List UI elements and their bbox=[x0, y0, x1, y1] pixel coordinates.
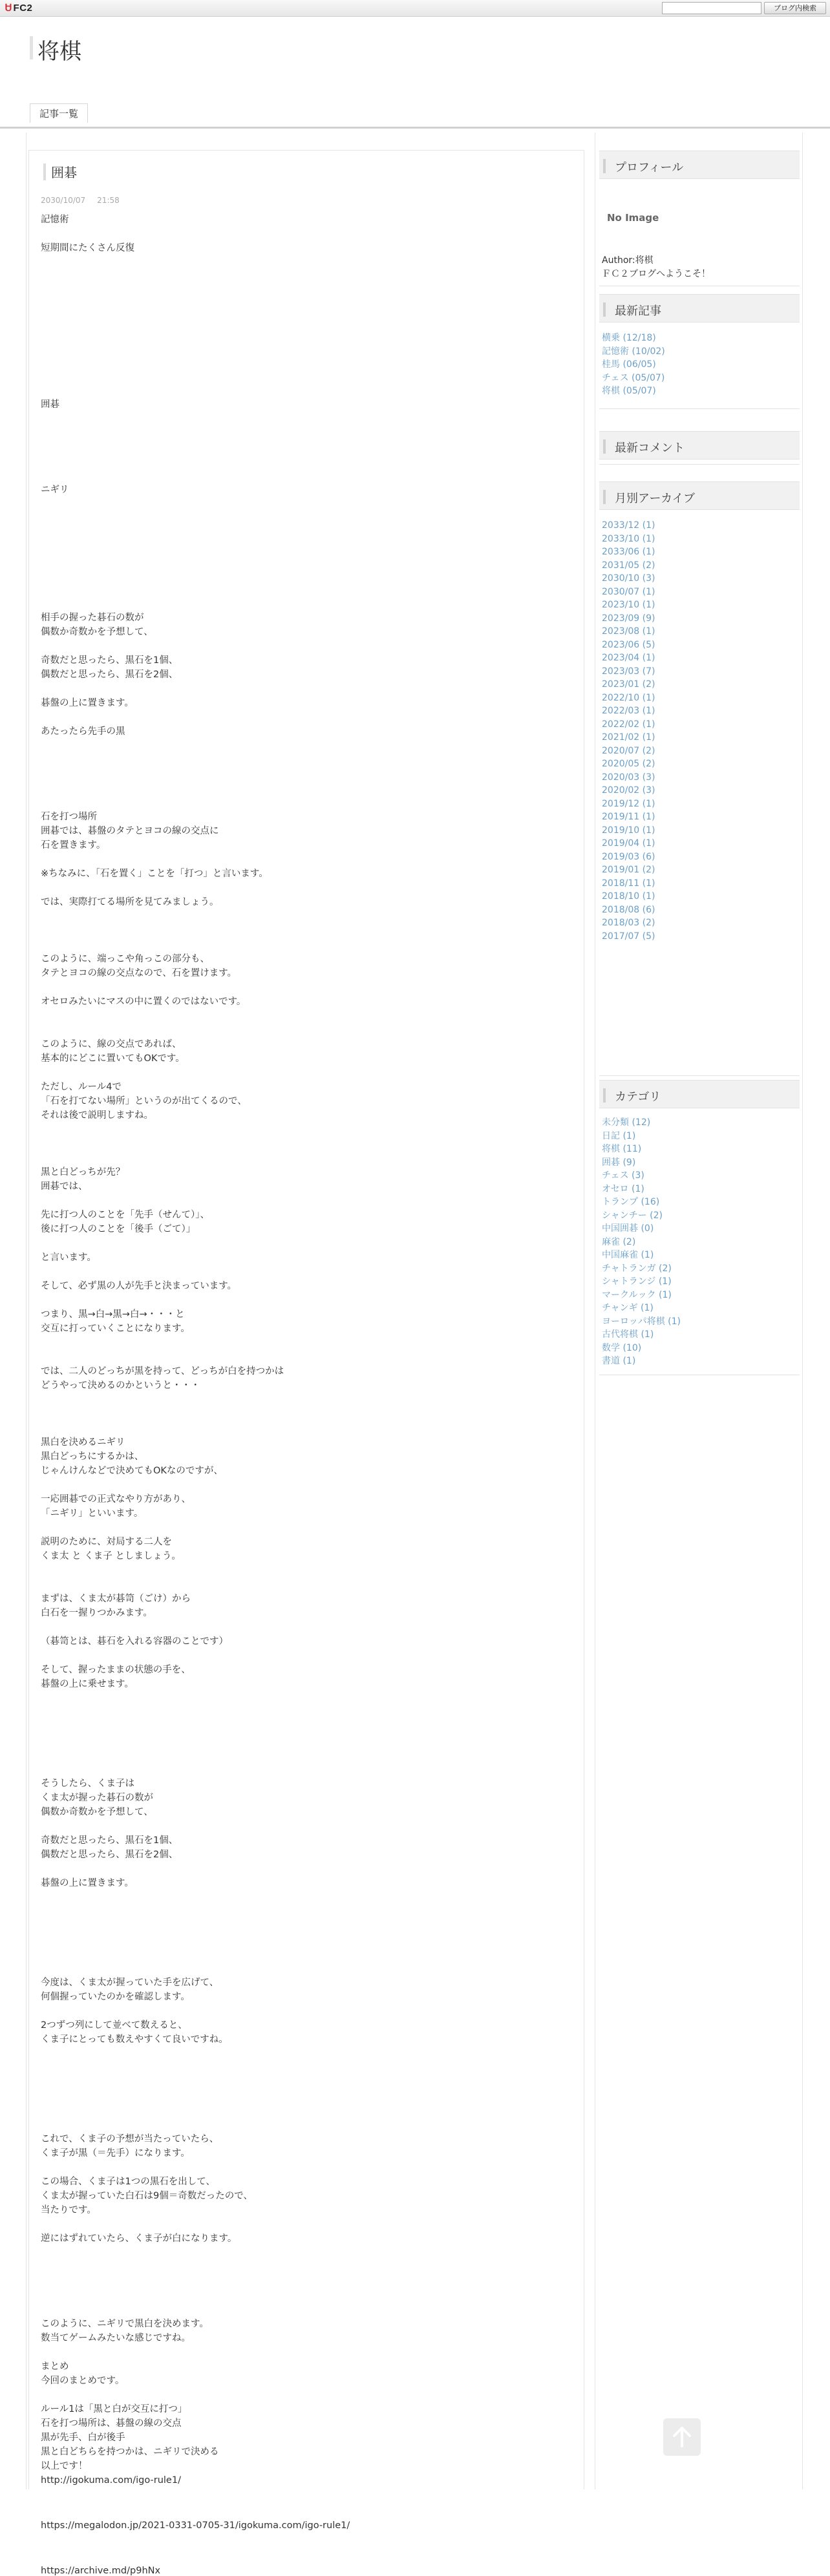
category-link[interactable]: 将棋 (11) bbox=[602, 1144, 642, 1154]
archive-month-link[interactable]: 2018/11 (1) bbox=[602, 878, 655, 889]
entry-body-line bbox=[41, 2260, 571, 2274]
category-link[interactable]: 囲碁 (9) bbox=[602, 1157, 636, 1168]
entry-body-line: 数当てゲームみたいな感じですね。 bbox=[41, 2333, 191, 2343]
category-link[interactable]: チェス (3) bbox=[602, 1170, 644, 1181]
title-accent-bar bbox=[30, 36, 33, 59]
archive-month-link[interactable]: 2023/03 (7) bbox=[602, 666, 655, 677]
entry-body-line bbox=[41, 440, 571, 454]
archive-month-link[interactable]: 2023/06 (5) bbox=[602, 639, 655, 650]
entry-body-line bbox=[41, 497, 571, 511]
entry-body-line: あたったら先手の黒 bbox=[41, 726, 125, 737]
archives-heading-text: 月別アーカイブ bbox=[615, 492, 696, 505]
entry-body-line bbox=[41, 326, 571, 341]
entry-body-line: ルール1は「黒と白が交互に打つ」 bbox=[41, 2404, 187, 2414]
categories-list bbox=[602, 1116, 796, 1368]
back-to-top-button[interactable] bbox=[663, 2418, 701, 2456]
entry-body-line bbox=[41, 1563, 571, 1578]
archive-month-link[interactable]: 2019/03 (6) bbox=[602, 851, 655, 862]
entry-body-line: 偶数だと思ったら、黒石を2個、 bbox=[41, 1850, 178, 1860]
entry-body-line bbox=[41, 383, 571, 397]
categories-widget-footer bbox=[599, 1370, 800, 1375]
archive-month-link[interactable]: 2019/12 (1) bbox=[602, 798, 655, 809]
entry-body-line bbox=[41, 2160, 571, 2175]
category-link[interactable]: 中国麻雀 (1) bbox=[602, 1250, 654, 1260]
category-link[interactable]: マークルック (1) bbox=[602, 1289, 672, 1300]
entry-link-megalodon[interactable]: https://megalodon.jp/2021-0331-0705-31/igokuma.com/igo-rule1/ bbox=[41, 2520, 350, 2531]
entry-body-line: 碁盤の上に乗せます。 bbox=[41, 1679, 134, 1689]
profile-heading-text: プロフィール bbox=[615, 161, 684, 174]
entry-body-line bbox=[41, 341, 571, 355]
entry-body-line: 今度は、くま太が握っていた手を広げて、 bbox=[41, 1978, 219, 1988]
entry-body-line: 以上です！ bbox=[41, 2461, 88, 2471]
entry-body-line bbox=[41, 1393, 571, 1407]
entry-body-line bbox=[41, 1961, 571, 1976]
entry-body-line: 石を打つ場所は、碁盤の線の交点 bbox=[41, 2418, 182, 2429]
archive-month-link[interactable]: 2019/04 (1) bbox=[602, 838, 655, 849]
archive-month-link[interactable]: 2020/05 (2) bbox=[602, 759, 655, 769]
sidebar bbox=[595, 132, 803, 2489]
entry-body-line bbox=[41, 2246, 571, 2260]
entry-body-line bbox=[41, 781, 571, 796]
entry-body-line: くま太 と くま子 としましょう。 bbox=[41, 1551, 181, 1561]
entry-body-line bbox=[41, 2303, 571, 2317]
entry-body-line bbox=[41, 1137, 571, 1151]
entry-body-line: くま子が黒（＝先手）になります。 bbox=[41, 2148, 190, 2159]
entry-body-line bbox=[41, 767, 571, 781]
recent-post-link[interactable]: 桂馬 (06/05) bbox=[602, 359, 656, 370]
entry-body-line bbox=[41, 1819, 571, 1833]
entry-body-line: ※ちなみに、「石を置く」ことを「打つ」と言います。 bbox=[41, 869, 268, 879]
entry-time-text: 21:58 bbox=[97, 196, 120, 205]
recent-posts-widget-heading bbox=[599, 294, 800, 322]
entry-body-line bbox=[41, 852, 571, 867]
entry-body-line bbox=[41, 469, 571, 483]
entry-body-line bbox=[41, 881, 571, 895]
entry-body-line: 碁盤の上に置きます。 bbox=[41, 698, 134, 708]
category-link[interactable]: 日記 (1) bbox=[602, 1130, 636, 1141]
entry-body-line: 偶数か奇数かを予想して、 bbox=[41, 627, 153, 637]
entry-body-line bbox=[41, 596, 571, 611]
entry-body-line bbox=[41, 540, 571, 554]
recent-post-link[interactable]: 記憶術 (10/02) bbox=[602, 346, 665, 357]
entry-body-line: 後に打つ人のことを「後手（ごて）」 bbox=[41, 1224, 196, 1234]
entry-body-line: 今回のまとめです。 bbox=[41, 2376, 125, 2386]
archive-month-link[interactable]: 2030/07 (1) bbox=[602, 586, 655, 597]
entry-body-line: 囲碁では、碁盤のタテとヨコの線の交点に bbox=[41, 826, 219, 836]
entry-body-line bbox=[41, 1734, 571, 1748]
entry-body-line bbox=[41, 1236, 571, 1251]
category-link[interactable]: 麻雀 (2) bbox=[602, 1236, 636, 1247]
entry-body-line: オセロみたいにマスの中に置くのではないです。 bbox=[41, 997, 246, 1007]
entry-body-line bbox=[41, 1947, 571, 1961]
recent-post-link[interactable]: チェス (05/07) bbox=[602, 372, 665, 383]
entry-body-line bbox=[41, 525, 571, 540]
profile-welcome: ＦＣ２ブログへようこそ！ bbox=[602, 269, 710, 279]
category-link[interactable]: 書道 (1) bbox=[602, 1356, 636, 1366]
archives-list bbox=[602, 519, 796, 943]
entry-body-line bbox=[41, 1905, 571, 1919]
entry-body-line bbox=[41, 1720, 571, 1734]
archive-month-link[interactable]: 2020/07 (2) bbox=[602, 745, 655, 756]
entry-body-line: このように、端っこや角っこの部分も、 bbox=[41, 954, 209, 964]
entry-body-line: 黒白どっちにするかは、 bbox=[41, 1452, 144, 1462]
entry-body-line: 「石を打てない場所」というのが出てくるので、 bbox=[41, 1096, 247, 1106]
entry-body-line: 説明のために、対局する二人を bbox=[41, 1537, 172, 1547]
entry-body-line: つまり、黒→白→黒→白→・・・と bbox=[41, 1309, 185, 1320]
entry-body-line bbox=[41, 412, 571, 426]
entry-body bbox=[41, 213, 571, 2473]
entry-body-line bbox=[41, 1265, 571, 1279]
archive-month-link[interactable]: 2023/10 (1) bbox=[602, 600, 655, 610]
entry-body-line bbox=[41, 2089, 571, 2104]
entry-body-line: そして、握ったままの状態の手を、 bbox=[41, 1665, 191, 1675]
entry-body-line bbox=[41, 1023, 571, 1037]
entry-body-line: じゃんけんなどで決めてもOKなのですが、 bbox=[41, 1466, 223, 1476]
recent-posts-list bbox=[602, 332, 796, 398]
entry-body-line: この場合、くま子は1つの黒石を出して、 bbox=[41, 2177, 215, 2187]
recent-comments-heading-text: 最新コメント bbox=[615, 441, 685, 455]
archive-month-link[interactable]: 2019/11 (1) bbox=[602, 812, 655, 822]
entry-body-line bbox=[41, 2288, 571, 2303]
archive-month-link[interactable]: 2031/05 (2) bbox=[602, 560, 655, 571]
category-link[interactable]: チャンギ (1) bbox=[602, 1303, 654, 1313]
entry-body-line: 記憶術 bbox=[41, 215, 69, 225]
category-link[interactable]: シャンチー (2) bbox=[602, 1210, 663, 1221]
entry-body-line: （碁笥とは、碁石を入れる容器のことです） bbox=[41, 1636, 228, 1647]
entry-body-line bbox=[41, 1421, 571, 1435]
entry-body-line: では、二人のどっちが黒を持って、どっちが白を持つかは bbox=[41, 1366, 284, 1377]
entry-body-line bbox=[41, 1521, 571, 1535]
entry-body-line bbox=[41, 938, 571, 952]
entry-date bbox=[41, 196, 131, 205]
archive-month-link[interactable]: 2030/10 (3) bbox=[602, 573, 655, 584]
category-link[interactable]: シャトランジ (1) bbox=[602, 1276, 672, 1287]
entry-body-line bbox=[41, 1620, 571, 1634]
entry-body-line bbox=[41, 2075, 571, 2089]
entry-body-line bbox=[41, 1862, 571, 1876]
entry-title-accent-bar bbox=[43, 164, 46, 180]
profile-widget-footer bbox=[599, 281, 800, 286]
entry-body-line: 黒が先手、白が後手 bbox=[41, 2433, 125, 2443]
entry-body-line bbox=[41, 454, 571, 469]
entry-body-line bbox=[41, 909, 571, 924]
archive-month-link[interactable]: 2018/08 (6) bbox=[602, 904, 655, 915]
entry-body-line: 「ニギリ」といいます。 bbox=[41, 1508, 144, 1519]
entry-body-line bbox=[41, 312, 571, 326]
main-column bbox=[28, 150, 584, 2576]
entry-body-line bbox=[41, 568, 571, 582]
entry-body-line bbox=[41, 1293, 571, 1307]
entry-body-line bbox=[41, 924, 571, 938]
entry-body-line: 2つずつ列にして並べて数えると、 bbox=[41, 2020, 187, 2031]
entry-body-line bbox=[41, 710, 571, 724]
categories-heading-text: カテゴリ bbox=[615, 1090, 661, 1104]
entry-body-line: では、実際打てる場所を見てみましょう。 bbox=[41, 897, 219, 907]
recent-comments-widget-heading bbox=[599, 431, 800, 459]
entry-body-line bbox=[41, 1578, 571, 1592]
entry-body-line bbox=[41, 2217, 571, 2232]
entry-body-line: どうやって決めるのかというと・・・ bbox=[41, 1380, 200, 1391]
entry-body-line: くま子にとっても数えやすくて良いですね。 bbox=[41, 2034, 228, 2045]
entry-body-line bbox=[41, 1336, 571, 1350]
entry-body-line bbox=[41, 2004, 571, 2018]
entry-body-line bbox=[41, 1919, 571, 1933]
category-link[interactable]: ヨーロッパ将棋 (1) bbox=[602, 1316, 681, 1327]
entry-body-line: 何個握っていたのかを確認します。 bbox=[41, 1992, 190, 2002]
entry-body-line bbox=[41, 426, 571, 440]
entry-body-line bbox=[41, 227, 571, 241]
archive-month-link[interactable]: 2023/08 (1) bbox=[602, 626, 655, 637]
entry-body-line: ニギリ bbox=[41, 485, 69, 495]
entry-body-line bbox=[41, 511, 571, 525]
entry-body-line bbox=[41, 739, 571, 753]
category-link[interactable]: 未分類 (12) bbox=[602, 1117, 651, 1128]
entry-body-line bbox=[41, 1407, 571, 1421]
entry-body-line bbox=[41, 1705, 571, 1720]
archive-month-link[interactable]: 2023/04 (1) bbox=[602, 653, 655, 663]
archive-month-link[interactable]: 2033/12 (1) bbox=[602, 520, 655, 531]
entry-body-line bbox=[41, 796, 571, 810]
entry-body-line bbox=[41, 255, 571, 269]
entry-body-line: このように、ニギリで黒白を決めます。 bbox=[41, 2319, 209, 2329]
entry-body-line: そうしたら、くま子は bbox=[41, 1779, 134, 1789]
category-link[interactable]: トランプ (16) bbox=[602, 1197, 660, 1207]
entry-body-line bbox=[41, 639, 571, 653]
entry-link-igokuma[interactable]: http://igokuma.com/igo-rule1/ bbox=[41, 2475, 181, 2486]
entry-body-line bbox=[41, 355, 571, 369]
category-link[interactable]: チャトランガ (2) bbox=[602, 1263, 672, 1274]
entry-body-line: タテとヨコの線の交点なので、石を置けます。 bbox=[41, 968, 237, 978]
entry-body-line: くま太が握った碁石の数が bbox=[41, 1793, 153, 1803]
entry-body-line bbox=[41, 1123, 571, 1137]
archive-month-link[interactable]: 2023/09 (9) bbox=[602, 613, 655, 624]
entry-body-line: 囲碁 bbox=[41, 399, 59, 410]
fc2-logo-text: FC2 bbox=[13, 3, 33, 14]
entry-body-line: まとめ bbox=[41, 2361, 69, 2372]
entry-body-line: 一応囲碁での正式なやり方があり、 bbox=[41, 1494, 191, 1504]
entry-date-text: 2030/10/07 bbox=[41, 196, 86, 205]
entry-body-line bbox=[41, 2047, 571, 2061]
archive-month-link[interactable]: 2022/03 (1) bbox=[602, 706, 655, 716]
categories-widget-heading bbox=[599, 1080, 800, 1108]
entry-body-line bbox=[41, 1194, 571, 1208]
entry-body-line: 先に打つ人のことを「先手（せんて）」、 bbox=[41, 1210, 209, 1220]
fc2-topbar bbox=[0, 0, 830, 17]
fc2-swirl-icon: Ꮜ bbox=[5, 3, 12, 14]
entry-body-line: 奇数だと思ったら、黒石を1個、 bbox=[41, 1835, 178, 1846]
entry-body-line bbox=[41, 2061, 571, 2075]
fc2-logo[interactable] bbox=[5, 3, 32, 14]
category-link[interactable]: オセロ (1) bbox=[602, 1183, 644, 1194]
recent-post-link[interactable]: 横乗 (12/18) bbox=[602, 333, 656, 343]
entry-body-line: 交互に打っていくことになります。 bbox=[41, 1324, 190, 1334]
entry-body-line: このように、線の交点であれば、 bbox=[41, 1039, 182, 1050]
entry-body-line bbox=[41, 1933, 571, 1947]
entry-body-line: それは後で説明しますね。 bbox=[41, 1110, 153, 1121]
entry-body-line bbox=[41, 1151, 571, 1165]
nav-tab-article-list[interactable]: 記事一覧 bbox=[30, 103, 88, 123]
entry-body-line: 奇数だと思ったら、黒石を1個、 bbox=[41, 655, 178, 666]
blog-title[interactable]: 将棋 bbox=[37, 39, 81, 65]
nav-divider bbox=[0, 127, 830, 129]
arrow-up-icon bbox=[672, 2426, 692, 2448]
entry-body-line: 石を置きます。 bbox=[41, 840, 106, 850]
entry-title[interactable]: 囲碁 bbox=[51, 165, 77, 180]
entry-body-line bbox=[41, 554, 571, 568]
entry-body-line: そして、必ず黒の人が先手と決まっています。 bbox=[41, 1281, 237, 1291]
entry-body-line bbox=[41, 2274, 571, 2288]
entry-body-line bbox=[41, 1009, 571, 1023]
archive-month-link[interactable]: 2023/01 (2) bbox=[602, 679, 655, 690]
entry-body-line: と言います。 bbox=[41, 1252, 96, 1263]
category-link[interactable]: 数学 (10) bbox=[602, 1342, 642, 1353]
entry-body-line bbox=[41, 1478, 571, 1492]
archive-month-link[interactable]: 2033/06 (1) bbox=[602, 547, 655, 557]
archive-month-link[interactable]: 2022/10 (1) bbox=[602, 692, 655, 703]
archive-month-link[interactable]: 2017/07 (5) bbox=[602, 931, 655, 942]
entry-body-line bbox=[41, 980, 571, 995]
entry-body-line bbox=[41, 1066, 571, 1080]
entry-body-line bbox=[41, 2388, 571, 2402]
entry-body-line bbox=[41, 1748, 571, 1762]
entry-body-line: ただし、ルール4で bbox=[41, 1082, 122, 1092]
category-link[interactable]: 古代将棋 (1) bbox=[602, 1329, 654, 1340]
blog-search-input[interactable] bbox=[662, 2, 761, 14]
archive-month-link[interactable]: 2020/02 (3) bbox=[602, 785, 655, 796]
archive-month-link[interactable]: 2018/10 (1) bbox=[602, 891, 655, 902]
entry-body-line bbox=[41, 1691, 571, 1705]
recent-comments-widget-footer bbox=[599, 459, 800, 465]
entry-body-line bbox=[41, 284, 571, 298]
entry-body-line: 黒白を決めるニギリ bbox=[41, 1437, 125, 1448]
entry-body-line: 偶数か奇数かを予想して、 bbox=[41, 1807, 153, 1817]
archive-month-link[interactable]: 2033/10 (1) bbox=[602, 533, 655, 544]
archive-month-link[interactable]: 2021/02 (1) bbox=[602, 732, 655, 743]
entry-body-line bbox=[41, 1649, 571, 1663]
profile-author: Author:将棋 bbox=[602, 255, 654, 266]
entry-body-line bbox=[41, 298, 571, 312]
archive-month-link[interactable]: 2019/01 (2) bbox=[602, 865, 655, 875]
recent-posts-widget-footer bbox=[599, 404, 800, 409]
entry-link-archive[interactable]: https://archive.md/p9hNx bbox=[41, 2566, 161, 2576]
entry-body-line: 相手の握った碁石の数が bbox=[41, 613, 144, 623]
entry-body-line bbox=[41, 2118, 571, 2132]
entry-body-line bbox=[41, 369, 571, 383]
entry-body-line: 囲碁では、 bbox=[41, 1181, 88, 1192]
entry-body-line bbox=[41, 582, 571, 596]
entry-body-line: くま太が握っていた白石は9個＝奇数だったので、 bbox=[41, 2191, 253, 2201]
entry-body-line bbox=[41, 2345, 571, 2360]
entry-body-line: 基本的にどこに置いてもOKです。 bbox=[41, 1053, 185, 1064]
archive-month-link[interactable]: 2020/03 (3) bbox=[602, 772, 655, 783]
entry-body-line: 白石を一握りつかみます。 bbox=[41, 1608, 153, 1618]
entry-body-line: 短期間にたくさん反復 bbox=[41, 243, 134, 253]
entry-body-line: 黒と白どっちが先？ bbox=[41, 1167, 125, 1177]
entry-body-line bbox=[41, 269, 571, 284]
profile-no-image: No Image bbox=[607, 212, 659, 224]
entry-body-line: 碁盤の上に置きます。 bbox=[41, 1878, 134, 1888]
archives-widget-heading bbox=[599, 481, 800, 510]
entry-body-line: 黒と白どちらを持つかは、ニギリで決める bbox=[41, 2447, 219, 2457]
recent-post-link[interactable]: 将棋 (05/07) bbox=[602, 386, 656, 396]
archive-month-link[interactable]: 2019/10 (1) bbox=[602, 825, 655, 836]
entry-body-line bbox=[41, 1762, 571, 1777]
blog-search-button[interactable]: ブログ内検索 bbox=[764, 2, 826, 14]
entry-body-line bbox=[41, 2104, 571, 2118]
entry-body-line bbox=[41, 1890, 571, 1905]
archive-month-link[interactable]: 2022/02 (1) bbox=[602, 719, 655, 730]
entry-body-line bbox=[41, 1350, 571, 1364]
entry-body-line: 石を打つ場所 bbox=[41, 812, 97, 822]
archive-month-link[interactable]: 2018/03 (2) bbox=[602, 918, 655, 928]
entry-body-line: 偶数だと思ったら、黒石を2個、 bbox=[41, 670, 178, 680]
entry-body-line bbox=[41, 682, 571, 696]
entry-body-line: 当たりです。 bbox=[41, 2205, 96, 2215]
recent-posts-heading-text: 最新記事 bbox=[615, 304, 661, 318]
blog-header bbox=[0, 17, 830, 128]
entry-body-line bbox=[41, 753, 571, 767]
category-link[interactable]: 中国囲碁 (0) bbox=[602, 1223, 654, 1234]
entry-body-line: これで、くま子の予想が当たっていたら、 bbox=[41, 2134, 219, 2144]
profile-widget-heading bbox=[599, 151, 800, 179]
entry-body-line: 逆にはずれていたら、くま子が白になります。 bbox=[41, 2233, 237, 2244]
entry-body-line: まずは、くま太が碁笥（ごけ）から bbox=[41, 1594, 191, 1604]
archives-widget-footer bbox=[599, 1071, 800, 1076]
